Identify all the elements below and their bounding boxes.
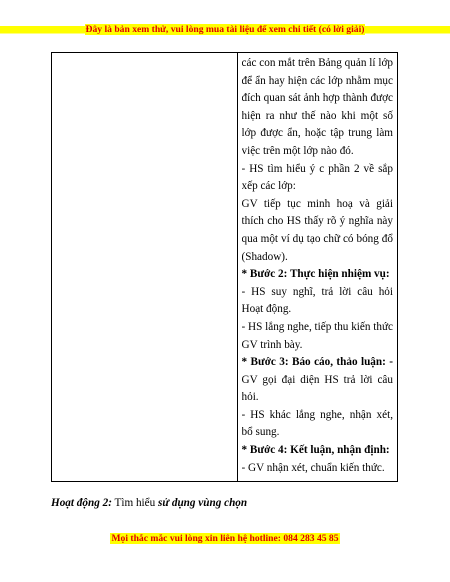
activity-heading <box>51 497 247 509</box>
text-line: thích cho HS thấy rõ ý nghĩa này <box>241 215 393 228</box>
preview-banner <box>0 24 450 35</box>
text-line: xếp các lớp: <box>241 180 296 193</box>
text-line: GV gọi đại diện HS trả lời câu <box>241 373 393 386</box>
text-line: GV tiếp tục minh hoạ và giải <box>241 197 393 210</box>
hotline-banner-text: Mọi thắc mắc vui lòng xin liên hệ hotline: 084 283 45 85 <box>111 533 339 544</box>
lesson-table <box>51 52 398 482</box>
text-line: - HS tìm hiểu ý c phần 2 về sắp <box>241 162 393 175</box>
text-line: Hoạt động. <box>241 303 292 316</box>
text-line: - HS lắng nghe, tiếp thu kiến thức <box>241 320 393 333</box>
text-line: * Bước 3: Báo cáo, thảo luận: - <box>241 356 393 369</box>
activity-label: Hoạt động 2: <box>51 497 112 509</box>
hotline-banner <box>0 533 450 544</box>
text-line: - GV nhận xét, chuẩn kiến thức. <box>241 461 385 474</box>
text-line: (Shadow). <box>241 250 288 263</box>
text-line: lớp được ẩn, hoặc tập trung làm <box>241 127 393 140</box>
text-line: việc trên một lớp nào đó. <box>241 144 354 157</box>
table-left-cell <box>52 53 238 481</box>
text-line: bổ sung. <box>241 426 280 439</box>
preview-banner-text: Đây là bản xem thử, vui lòng mua tài liệu để xem chi tiết (có lời giải) <box>85 24 365 35</box>
text-line: - HS khác lắng nghe, nhận xét, <box>241 408 393 421</box>
text-line: hiện ra như thế nào khi một số <box>241 109 393 122</box>
text-line: hỏi. <box>241 391 259 404</box>
text-line: - HS suy nghĩ, trả lời câu hỏi <box>241 285 393 298</box>
text-line: GV trình bày. <box>241 338 303 351</box>
text-line: để ẩn hay hiện các lớp nhằm mục <box>241 74 393 87</box>
table-right-cell <box>238 53 397 481</box>
text-line: * Bước 4: Kết luận, nhận định: <box>241 444 390 457</box>
text-line: các con mắt trên Bảng quản lí lớp <box>241 57 393 69</box>
activity-text: Tìm hiểu <box>111 497 159 509</box>
text-line: * Bước 2: Thực hiện nhiệm vụ: <box>241 268 390 281</box>
text-line: đích quan sát ảnh hợp thành được <box>241 92 393 105</box>
activity-emphasis: sử dụng vùng chọn <box>158 497 248 509</box>
text-line: qua một ví dụ tạo chữ có bóng đổ <box>241 232 393 245</box>
